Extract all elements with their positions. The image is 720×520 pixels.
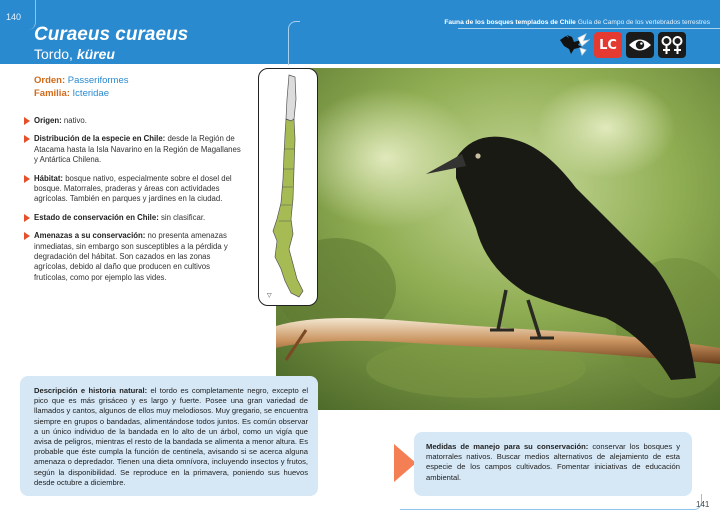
common-name	[34, 46, 115, 62]
status-badge: LC	[594, 32, 622, 58]
family-line	[34, 87, 129, 100]
fact-label: Distribución de la especie en Chile:	[34, 134, 166, 144]
fact-origin	[24, 116, 242, 126]
fact-label: Amenazas a su conservación:	[34, 231, 146, 241]
arrow-right-icon	[24, 117, 30, 125]
footer-rule	[400, 509, 692, 510]
guide-title-bold: Fauna de los bosques templados de Chile	[444, 19, 576, 26]
fact-text: desde la Región de Atacama hasta la Isla Navarino en la Región de Magallanes y Antártica Chilena.	[34, 134, 241, 165]
fact-label: Origen:	[34, 116, 62, 125]
bird-photo	[276, 68, 720, 410]
fact-habitat	[24, 174, 242, 205]
fact-text: bosque nativo, especialmente sobre el dosel del bosque. Matorrales, praderas y áreas con actividades agrícolas. También en parques y jardines en la ciudad.	[34, 173, 232, 204]
description-box	[20, 376, 318, 496]
order-value: Passeriformes	[65, 75, 129, 86]
svg-text:▽: ▽	[267, 292, 272, 299]
guide-title	[444, 19, 710, 26]
management-text: conservar los bosques y matorrales nativos. Buscar medios alternativos de alejamiento de esta especie de los campos cultivados. Fomentar iniciativas de educación ambiental.	[426, 442, 680, 482]
status-icons	[556, 32, 686, 58]
fact-threats	[24, 231, 242, 283]
scientific-name: Curaeus curaeus	[34, 24, 189, 45]
management-box	[414, 432, 692, 496]
arrow-right-icon	[24, 175, 30, 183]
bird-silhouette-icon	[556, 32, 590, 58]
common-name-spanish: Tordo,	[34, 46, 77, 62]
fact-conservation-status	[24, 213, 242, 223]
fact-text: sin clasificar.	[158, 212, 206, 222]
species-facts	[24, 116, 242, 291]
header-bracket	[288, 21, 300, 65]
guide-title-rest: Guía de Campo de los vertebrados terrestres	[575, 19, 710, 26]
fact-distribution	[24, 134, 242, 165]
description-label: Descripción e historia natural:	[34, 386, 148, 395]
arrow-right-icon	[24, 232, 30, 240]
common-name-native: küreu	[76, 46, 115, 62]
fact-label: Hábitat:	[34, 173, 64, 183]
male-female-icon	[658, 32, 686, 58]
management-label: Medidas de manejo para su conservación:	[426, 442, 589, 451]
page-number-left: 140	[6, 12, 22, 22]
order-label: Orden:	[34, 75, 66, 86]
arrow-right-icon	[24, 135, 30, 143]
order-line	[34, 74, 129, 87]
family-label: Familia:	[34, 88, 70, 99]
distribution-map	[258, 68, 318, 306]
description-text: el tordo es completamente negro, excepto el pico que es más grisáceo y es largo y fuerte. Posee una gran variedad de llamados y cantos, algunos de ellos muy melodiosos. Muy gregario, se encuentra siempre en grupos o bandadas, alimentándose todos juntos. Es común observar a un único individuo de la bandada en lo alto de un árbol, como un vigía que avisa de peligros, mientras el resto de la bandada se alimenta a menor altura. Es probable que éste cumpla la función de centinela, avisando si se acerca alguna amenaza o depredador. Tienen una dieta omnívora, incluyendo insectos y frutos, según la disponibilidad. Se reproduce en la primavera, poniendo sus huevos desde octubre a diciembre.	[34, 386, 309, 487]
arrow-right-icon	[24, 214, 30, 222]
arrow-right-icon	[394, 444, 416, 482]
fact-label: Estado de conservación en Chile:	[34, 212, 159, 222]
header-rule	[458, 28, 720, 29]
family-value: Icteridae	[69, 88, 109, 99]
page-number-right: 141	[696, 500, 710, 509]
page-tab	[0, 0, 36, 30]
taxonomy	[34, 74, 129, 100]
eye-icon	[626, 32, 654, 58]
fact-text: no presenta amenazas inmediatas, sin embargo son susceptibles a la pérdida y degradación del hábitat. Son cazados en las zonas agrícolas, debido al daño que producen en cultivos frutícolas, como por ejemplo las vides.	[34, 231, 228, 282]
fact-text: nativo.	[61, 116, 87, 125]
